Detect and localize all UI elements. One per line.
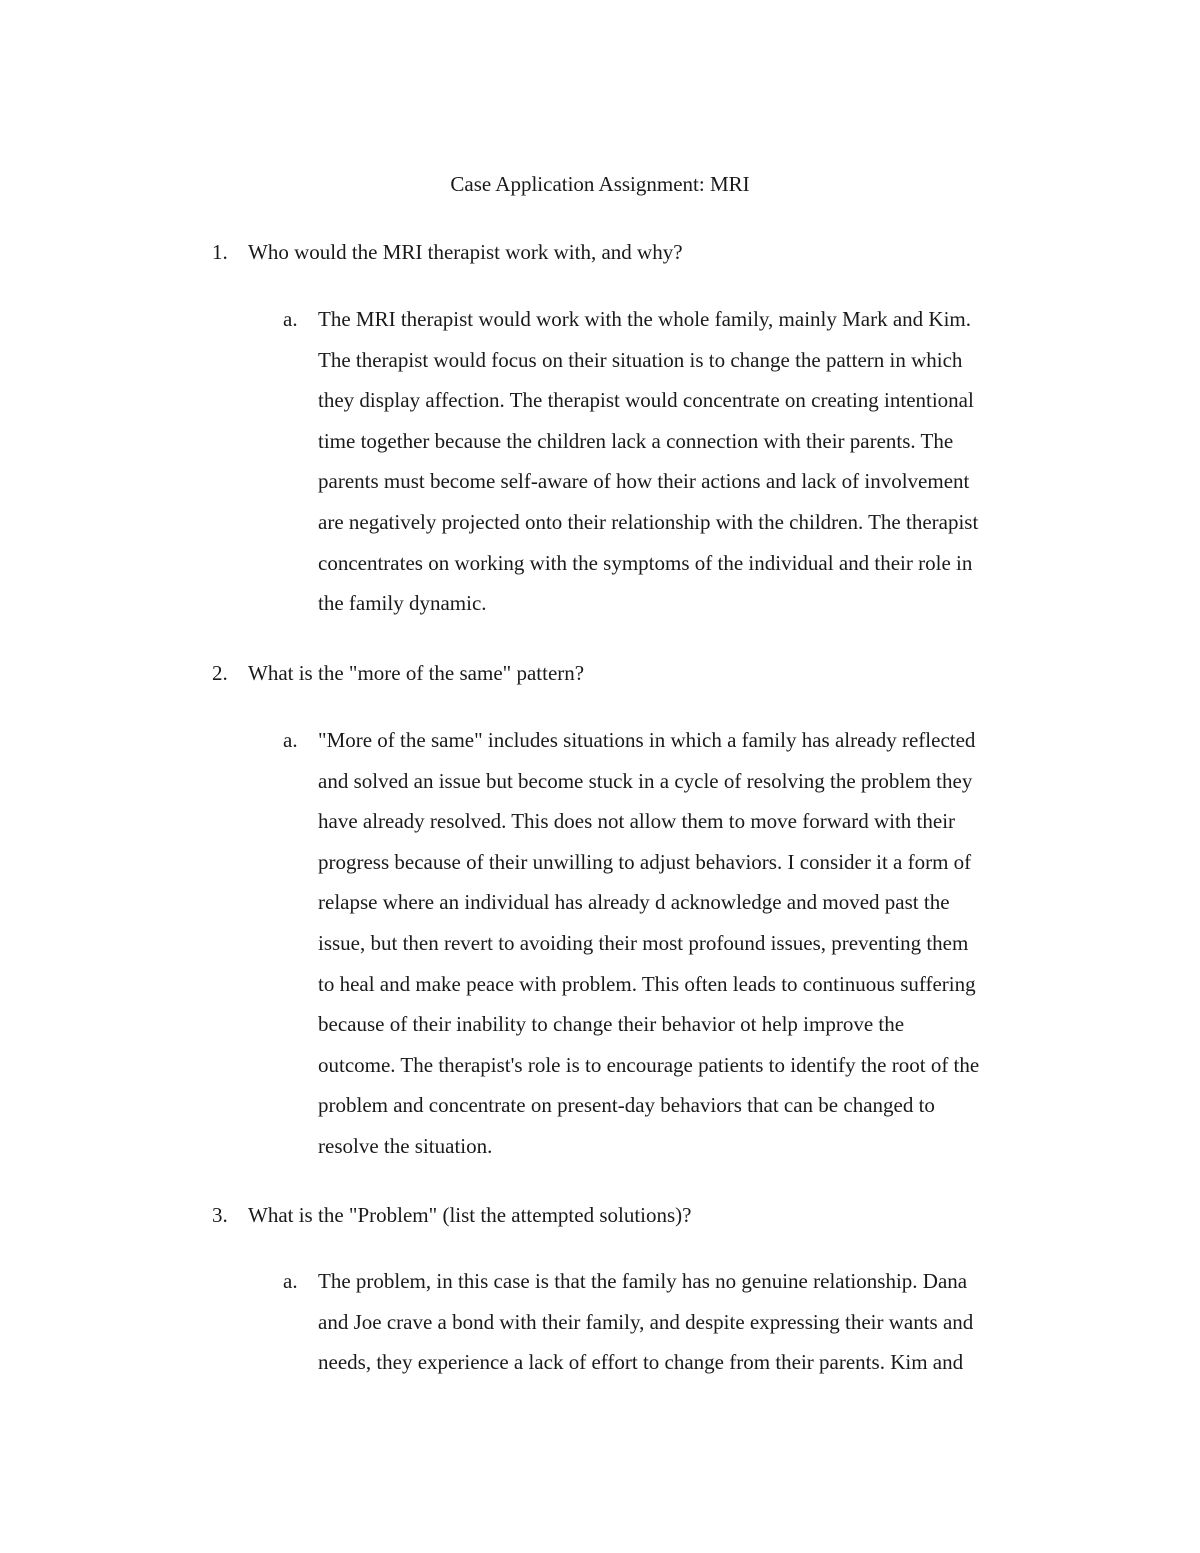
answer-line: and solved an issue but become stuck in a cycle of resolving the problem they — [318, 768, 973, 793]
question-text: What is the "more of the same" pattern? — [248, 661, 585, 685]
answer-line: to heal and make peace with problem. This often leads to continuous suffering — [318, 971, 976, 996]
answer-paragraph — [318, 299, 978, 624]
answer-paragraph — [318, 720, 979, 1167]
answer-line: the family dynamic. — [318, 591, 487, 616]
answer-line: because of their inability to change their behavior ot help improve the — [318, 1012, 905, 1037]
question-number: 3. — [212, 1203, 228, 1227]
question-number: 2. — [212, 661, 228, 685]
answer-line: resolve the situation. — [318, 1133, 493, 1158]
answer-line: progress because of their unwilling to adjust behaviors. I consider it a form of — [318, 849, 972, 874]
answer-line: have already resolved. This does not allow them to move forward with their — [318, 809, 956, 834]
answer-line: and Joe crave a bond with their family, and despite expressing their wants and — [318, 1309, 974, 1334]
answer-paragraph — [318, 1261, 973, 1383]
question-text: What is the "Problem" (list the attempted solutions)? — [248, 1203, 692, 1227]
answer-line: time together because the children lack a connection with their parents. The — [318, 428, 954, 453]
answer-line: issue, but then revert to avoiding their most profound issues, preventing them — [318, 930, 969, 955]
answer-line: The problem, in this case is that the family has no genuine relationship. Dana — [318, 1269, 968, 1293]
answer-letter: a. — [283, 1269, 298, 1293]
answer-line: are negatively projected onto their relationship with the children. The therapist — [318, 509, 979, 534]
answer-line: needs, they experience a lack of effort to change from their parents. Kim and — [318, 1350, 964, 1375]
answer-line: they display affection. The therapist would concentrate on creating intentional — [318, 388, 974, 413]
answer-line: outcome. The therapist's role is to encourage patients to identify the root of the — [318, 1052, 980, 1077]
answer-line: relapse where an individual has already d acknowledge and moved past the — [318, 890, 950, 915]
answer-letter: a. — [283, 728, 298, 752]
answer-line: The MRI therapist would work with the whole family, mainly Mark and Kim. — [318, 307, 972, 331]
question-number: 1. — [212, 240, 228, 264]
question-text: Who would the MRI therapist work with, and why? — [248, 240, 683, 264]
answer-line: parents must become self-aware of how their actions and lack of involvement — [318, 469, 970, 494]
answer-line: "More of the same" includes situations in which a family has already reflected — [318, 728, 976, 752]
document-title: Case Application Assignment: MRI — [450, 172, 750, 196]
answer-line: The therapist would focus on their situation is to change the pattern in which — [318, 347, 963, 372]
answer-line: problem and concentrate on present-day behaviors that can be changed to — [318, 1093, 935, 1118]
answer-letter: a. — [283, 307, 298, 331]
answer-line: concentrates on working with the symptoms of the individual and their role in — [318, 550, 973, 575]
